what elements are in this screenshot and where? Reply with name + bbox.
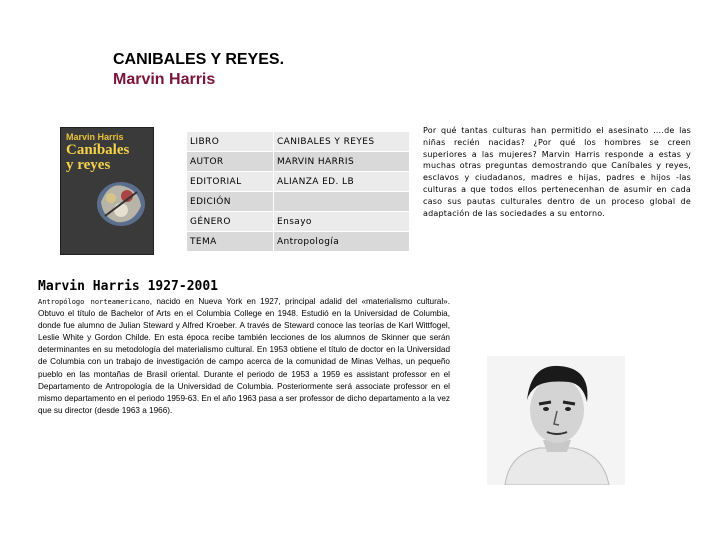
table-row — [187, 192, 410, 212]
bio-lead: Antropólogo norteamericano — [38, 298, 150, 306]
author-portrait-graphic — [487, 356, 625, 485]
author-photo — [487, 356, 625, 485]
row-value: Ensayo — [274, 212, 410, 232]
table-row — [187, 172, 410, 192]
row-value: Antropología — [274, 232, 410, 252]
row-label: AUTOR — [187, 152, 274, 172]
table-row — [187, 232, 410, 252]
book-cover-image — [60, 127, 154, 255]
row-value: CANIBALES Y REYES — [274, 132, 410, 152]
bio-paragraph — [38, 296, 450, 417]
cover-artwork — [89, 172, 149, 232]
bio-text: , nacido en Nueva York en 1927, principal adalid del «materialismo cultural». Obtuvo el título de Bachelor of Arts en el Columbia College en 1948. Estudió en la Universidad de Columbia, donde fue alumno de Julian Steward y Alfred Kroeber. A través de Steward conoce las teorías de Karl Wittfogel, Leslie White y Gordon Childe. En esta época recibe también lecciones de los alumnos de Skinner que serán determinantes en su metodología del materialismo cultural. En 1953 obtiene el título de doctor en la Universidad de Columbia con un trabajo de investigación de campo acerca de la comunidad de Minas Velhas, un pequeño pueblo en las montañas de Brasil oriental. Durante el periodo de 1953 a 1959 es assistant professor en el Departamento de Antropología de la Universidad de Columbia. Posteriormente será associate professor en el mismo departamento en el periodo 1959-63. En el año 1963 pasa a ser professor de dicho departamento a la vez que su director (desde 1963 a 1966). — [38, 297, 450, 415]
page-title: CANIBALES Y REYES. — [113, 51, 285, 68]
row-label: GÉNERO — [187, 212, 274, 232]
table-row — [187, 132, 410, 152]
cover-title — [66, 143, 129, 173]
row-value: ALIANZA ED. LB — [274, 172, 410, 192]
row-value — [274, 192, 410, 212]
cover-author: Marvin Harris — [66, 132, 124, 142]
row-label: EDITORIAL — [187, 172, 274, 192]
row-label: EDICIÓN — [187, 192, 274, 212]
cover-title-line1: Caníbales — [66, 142, 130, 158]
book-synopsis: Por qué tantas culturas han permitido el asesinato ….de las niñas recién nacidas? ¿Por qué los hombres se creen superiores a las mujeres? Marvin Harris responde a estas y muchas otras preguntas demostrando que Caníbales y reyes, esclavos y ciudadanos, madres e hijas, padres e hijos -las culturas a que todos ellos pertenecenhan de asumir en cada caso sus pautas culturales dentro de un proceso global de adaptación de las sociedades a su entorno. — [423, 126, 691, 218]
row-label: TEMA — [187, 232, 274, 252]
table-row — [187, 152, 410, 172]
author-subtitle: Marvin Harris — [113, 71, 216, 88]
row-value: MARVIN HARRIS — [274, 152, 410, 172]
table-row — [187, 212, 410, 232]
cover-title-line2: y reyes — [66, 157, 111, 173]
bio-heading: Marvin Harris 1927-2001 — [38, 279, 219, 294]
book-info-table — [186, 131, 410, 252]
row-label: LIBRO — [187, 132, 274, 152]
